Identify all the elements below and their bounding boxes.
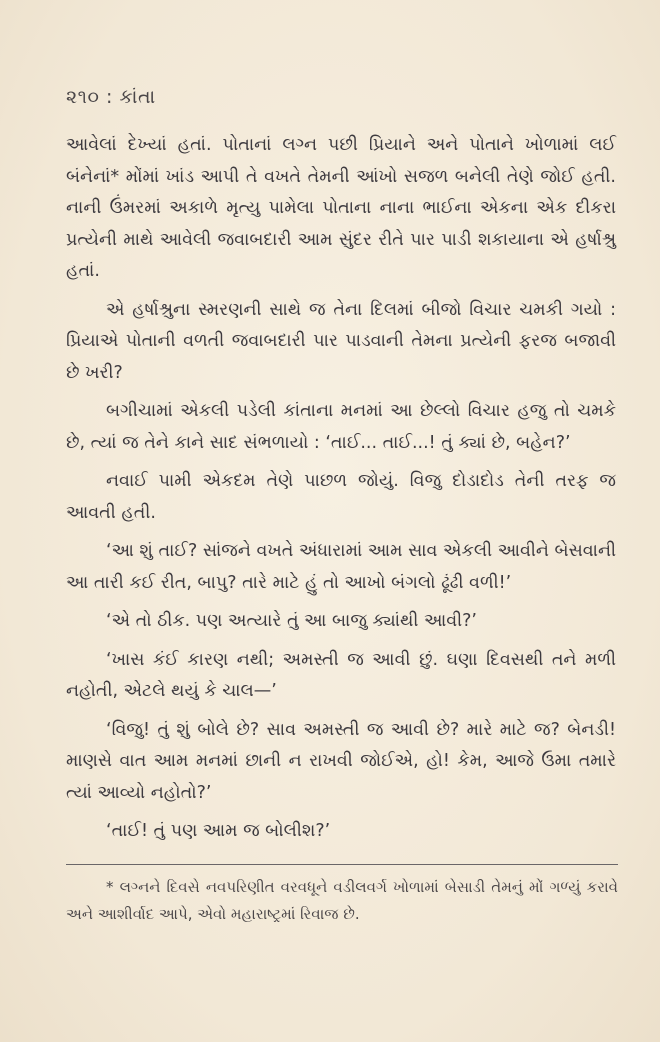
footnote-divider: [66, 864, 618, 865]
paragraph: ‘એ તો ઠીક. પણ અત્યારે તું આ બાજુ ક્યાંથી આવી?’: [106, 611, 477, 631]
paragraph: ‘આ શું તાઈ? સાંજને વખતે અંધારામાં આમ સાવ એકલી આવીને બેસવાની આ તારી કઈ રીત, બાપુ? તારે માટે હું તો આખો બંગલો ઢૂંઢી વળી!’: [66, 541, 616, 593]
paragraph: ‘વિજુ! તું શું બોલે છે? સાવ અમસ્તી જ આવી છે? મારે માટે જ? બેનડી! માણસે વાત આમ મનમાં છાની ન રાખવી જોઈએ, હો! કેમ, આજે ઉમા તમારે ત્યાં આવ્યો નહોતો?’: [66, 719, 616, 803]
paragraph: નવાઈ પામી એકદમ તેણે પાછળ જોયું. વિજુ દોડાદોડ તેની તરફ જ આવતી હતી.: [66, 471, 616, 523]
paragraph: બગીચામાં એકલી પડેલી કાંતાના મનમાં આ છેલ્લો વિચાર હજુ તો ચમકે છે, ત્યાં જ તેને કાને સાદ સંભળાયો : ‘તાઈ... તાઈ...! તું ક્યાં છે, બહેન?’: [66, 401, 616, 453]
footnote-text: * લગ્નને દિવસે નવપરિણીત વરવધૂને વડીલવર્ગ ખોળામાં બેસાડી તેમનું મોં ગળ્યું કરાવે અને આશીર્વાદ આપે, એવો મહારાષ્ટ્રમાં રિવાજ છે.: [66, 878, 618, 923]
paragraph: ‘ખાસ કંઈ કારણ નથી; અમસ્તી જ આવી છું. ઘણા દિવસથી તને મળી નહોતી, એટલે થયું કે ચાલ—’: [66, 649, 616, 701]
footnote: [66, 874, 618, 928]
paragraph: એ હર્ષાશ્રુના સ્મરણની સાથે જ તેના દિલમાં બીજો વિચાર ચમકી ગયો : પ્રિયાએ પોતાની વળતી જવાબદારી પાર પાડવાની તેમના પ્રત્યેની ફરજ બજાવી છે ખરી?: [66, 299, 616, 383]
body-text: [66, 130, 616, 855]
running-head: ૨૧૦ : કાંતા: [66, 86, 156, 108]
paragraph: ‘તાઈ! તું પણ આમ જ બોલીશ?’: [106, 821, 331, 841]
paragraph: આવેલાં દેખ્યાં હતાં. પોતાનાં લગ્ન પછી પ્રિયાને અને પોતાને ખોળામાં લઈ બંનેનાં* મોંમાં ખાંડ આપી તે વખતે તેમની આંખો સજળ બનેલી તેણે જોઈ હતી. નાની ઉંમરમાં અકાળે મૃત્યુ પામેલા પોતાના નાના ભાઈના એકના એક દીકરા પ્રત્યેની માથે આવેલી જવાબદારી આમ સુંદર રીતે પાર પાડી શકાયાના એ હર્ષાશ્રુ હતાં.: [66, 135, 616, 281]
